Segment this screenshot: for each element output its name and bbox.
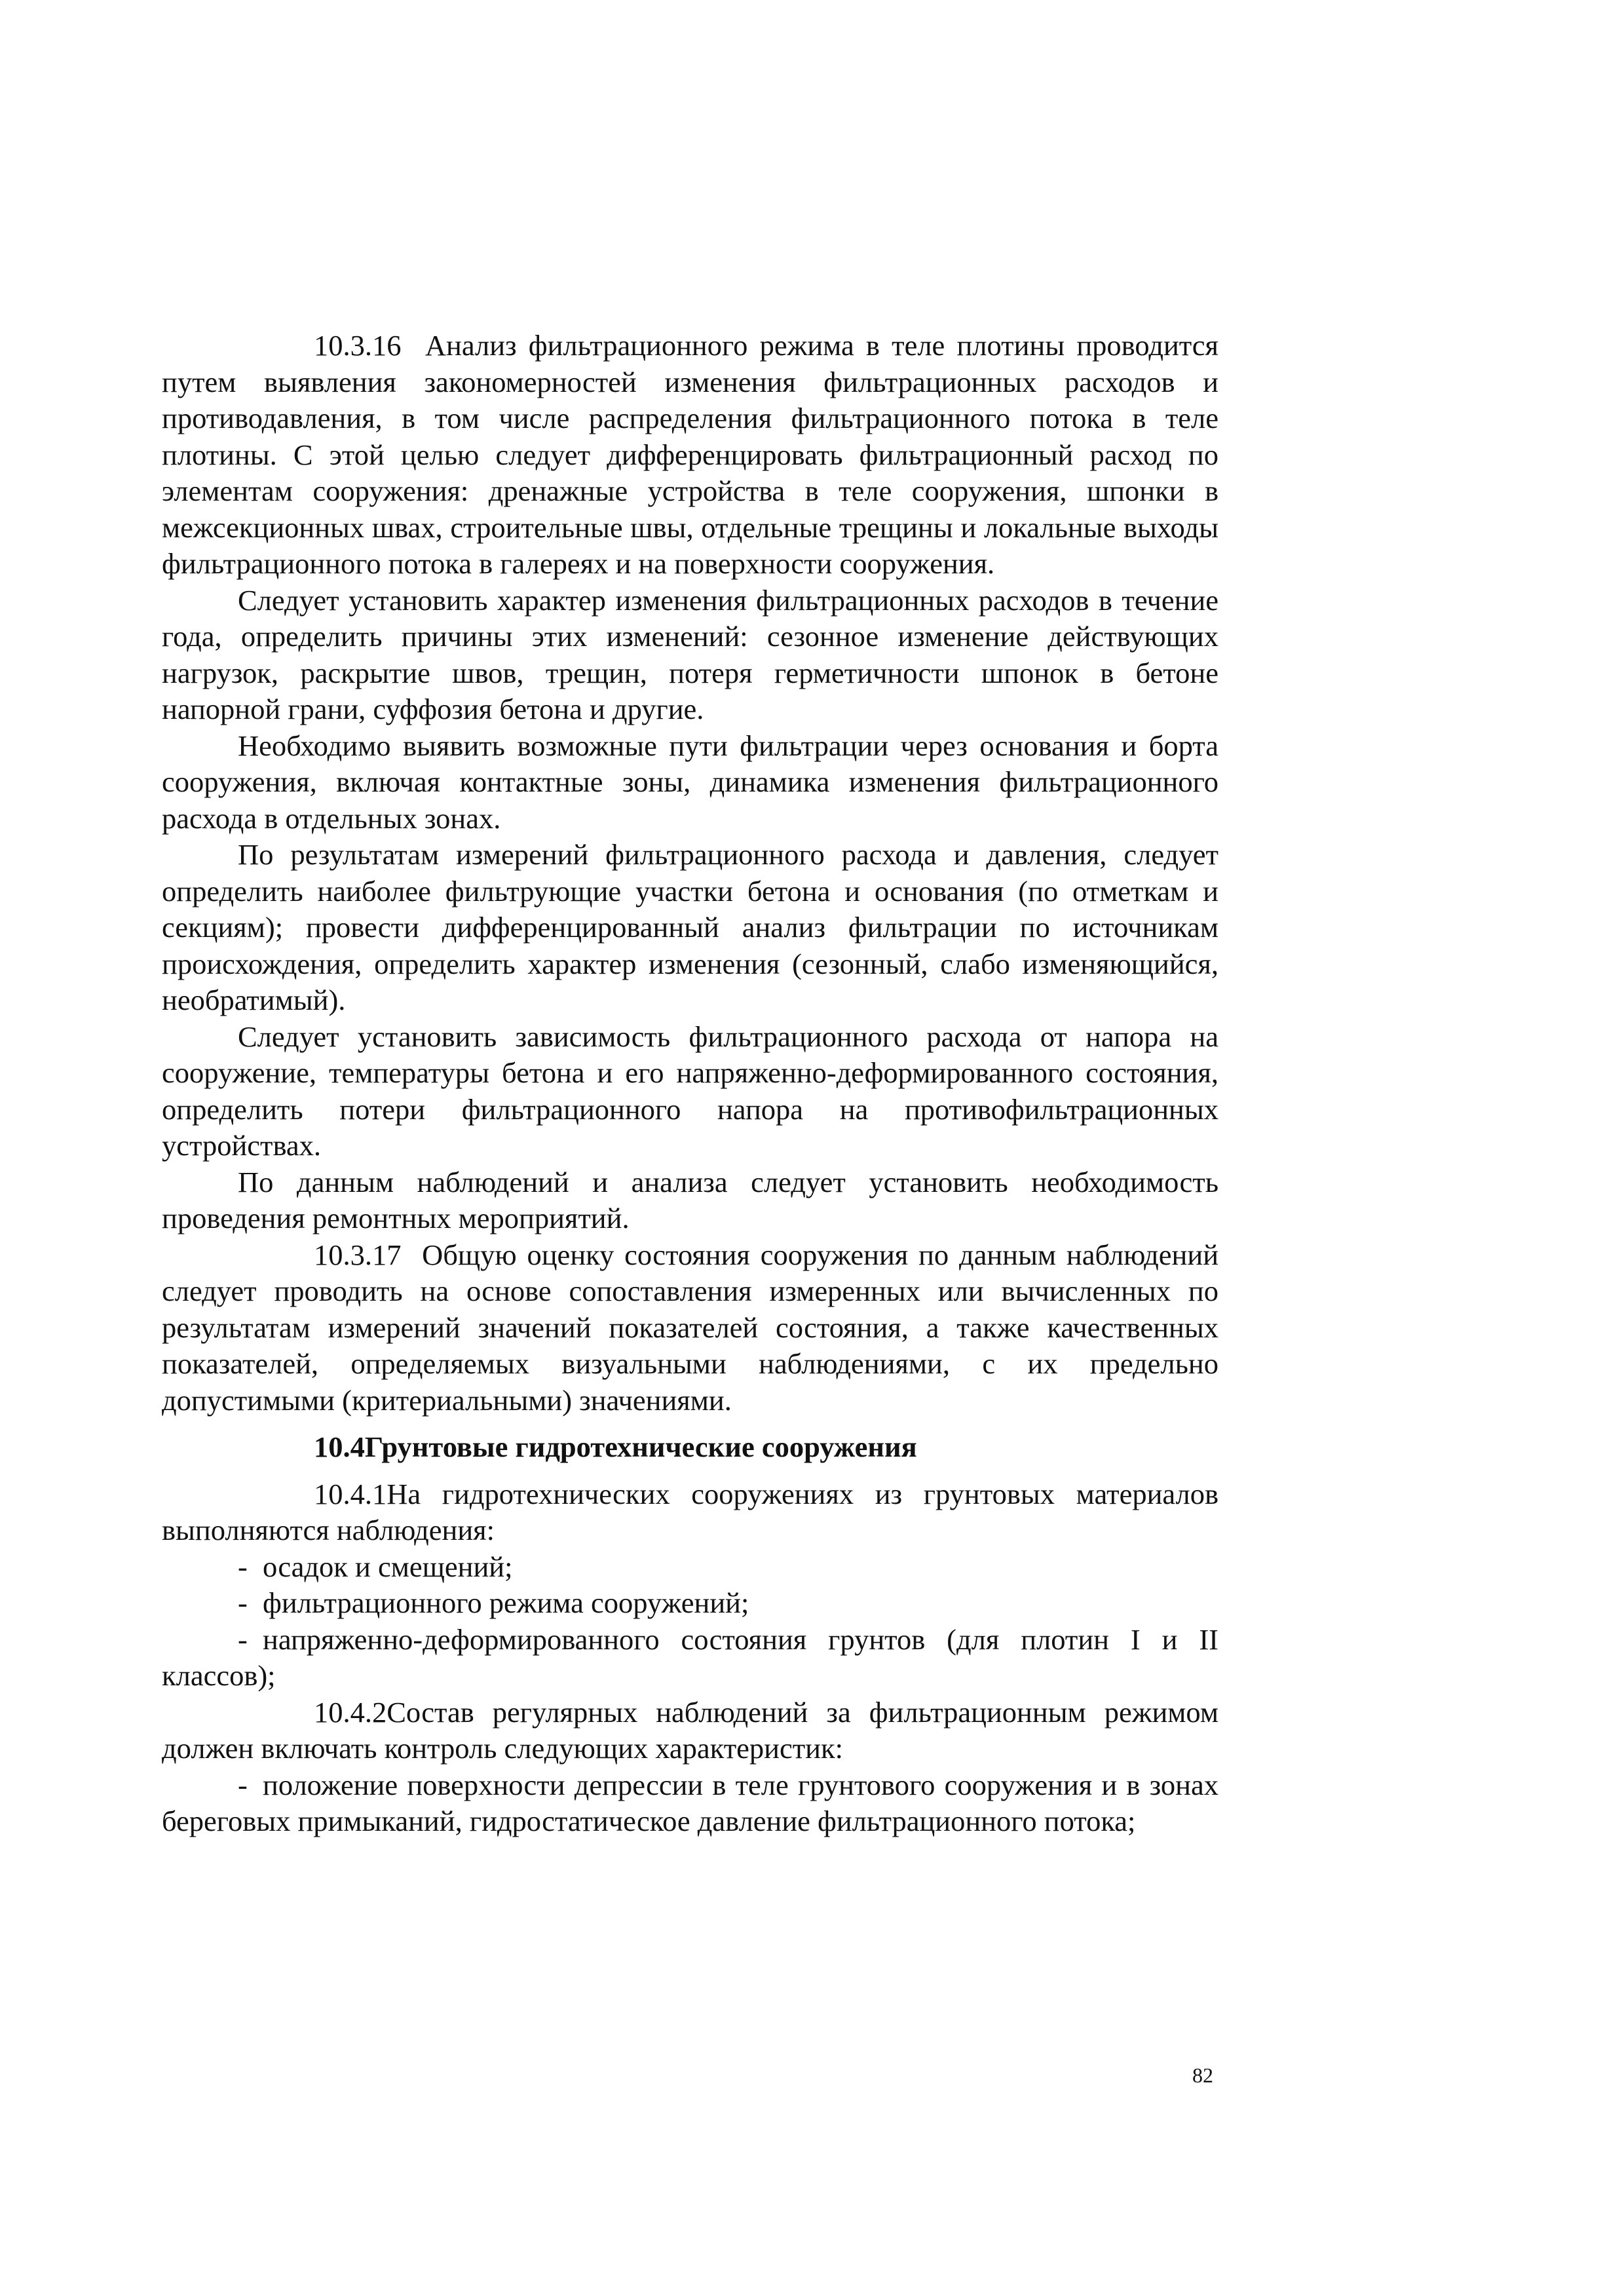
paragraph-text: Анализ фильтрационного режима в теле плотины проводится путем выявления закономерностей изменения фильтрационных расходов и противодавления, в том числе распределения фильтрационного потока в теле плотины. С этой целью следует дифференцировать фильтрационный расход по элементам сооружения: дренажные устройства в теле сооружения, шпонки в межсекционных швах, строительные швы, отдельные трещины и локальные выходы фильтрационного потока в галереях и на поверхности сооружения. xyxy=(162,329,1218,580)
paragraph-10-4-1 xyxy=(162,1476,1218,1549)
paragraph-text: На гидротехнических сооружениях из грунтовых материалов выполняются наблюдения: xyxy=(162,1477,1218,1546)
list-marker: - xyxy=(238,1550,248,1583)
clause-number: 10.3.16 xyxy=(314,329,402,362)
paragraph-flow-dependency xyxy=(162,1019,1218,1164)
paragraph-filtration-paths xyxy=(162,728,1218,837)
paragraph-10-4-2 xyxy=(162,1694,1218,1767)
list-item-text: фильтрационного режима сооружений; xyxy=(263,1586,749,1619)
clause-number: 10.4.1 xyxy=(314,1477,387,1510)
paragraph-measurement-results xyxy=(162,837,1218,1019)
list-item xyxy=(162,1585,1218,1622)
clause-number: 10.4.2 xyxy=(314,1695,387,1729)
list-marker: - xyxy=(238,1768,248,1801)
list-item xyxy=(162,1622,1218,1694)
clause-number: 10.3.17 xyxy=(314,1238,402,1271)
paragraph-text: Следует установить характер изменения фильтрационных расходов в течение года, определить причины этих изменений: сезонное изменение действующих нагрузок, раскрытие швов, трещин, потеря герметичности шпонок в бетоне напорной грани, суффозия бетона и другие. xyxy=(162,583,1218,725)
section-number: 10.4 xyxy=(314,1430,365,1463)
section-heading-10-4 xyxy=(162,1429,1218,1466)
list-item-text: осадок и смещений; xyxy=(263,1550,513,1583)
list-item xyxy=(162,1767,1218,1840)
list-marker: - xyxy=(238,1622,248,1656)
paragraph-10-3-17 xyxy=(162,1237,1218,1419)
list-marker: - xyxy=(238,1586,248,1619)
section-title: Грунтовые гидротехнические сооружения xyxy=(364,1430,917,1463)
paragraph-seasonal-flow xyxy=(162,583,1218,728)
paragraph-text: Общую оценку состояния сооружения по данным наблюдений следует проводить на основе сопоставления измеренных или вычисленных по результатам измерений значений показателей состояния, а также качественных показателей, определяемых визуальными наблюдениями, с их предельно допустимыми (критериальными) значениями. xyxy=(162,1238,1219,1417)
document-body xyxy=(162,328,1218,1840)
page-number: 82 xyxy=(1192,2063,1213,2087)
paragraph-text: Необходимо выявить возможные пути фильтрации через основания и борта сооружения, включая контактные зоны, динамика изменения фильтрационного расхода в отдельных зонах. xyxy=(162,729,1218,835)
list-item xyxy=(162,1549,1218,1586)
paragraph-text: Следует установить зависимость фильтрационного расхода от напора на сооружение, температуры бетона и его напряженно-деформированного состояния, определить потери фильтрационного напора на противофильтрационных устройствах. xyxy=(162,1020,1218,1162)
paragraph-10-3-16 xyxy=(162,328,1218,583)
paragraph-text: По данным наблюдений и анализа следует установить необходимость проведения ремонтных мероприятий. xyxy=(162,1165,1218,1234)
list-item-text: положение поверхности депрессии в теле грунтового сооружения и в зонах береговых примыканий, гидростатическое давление фильтрационного потока; xyxy=(162,1768,1218,1837)
paragraph-text: Состав регулярных наблюдений за фильтрационным режимом должен включать контроль следующих характеристик: xyxy=(162,1695,1218,1765)
paragraph-repair-measures xyxy=(162,1164,1218,1237)
list-item-text: напряженно-деформированного состояния грунтов (для плотин I и II классов); xyxy=(162,1622,1218,1692)
paragraph-text: По результатам измерений фильтрационного расхода и давления, следует определить наиболее фильтрующие участки бетона и основания (по отметкам и секциям); провести дифференцированный анализ фильтрации по источникам происхождения, определить характер изменения (сезонный, слабо изменяющийся, необратимый). xyxy=(162,838,1218,1016)
